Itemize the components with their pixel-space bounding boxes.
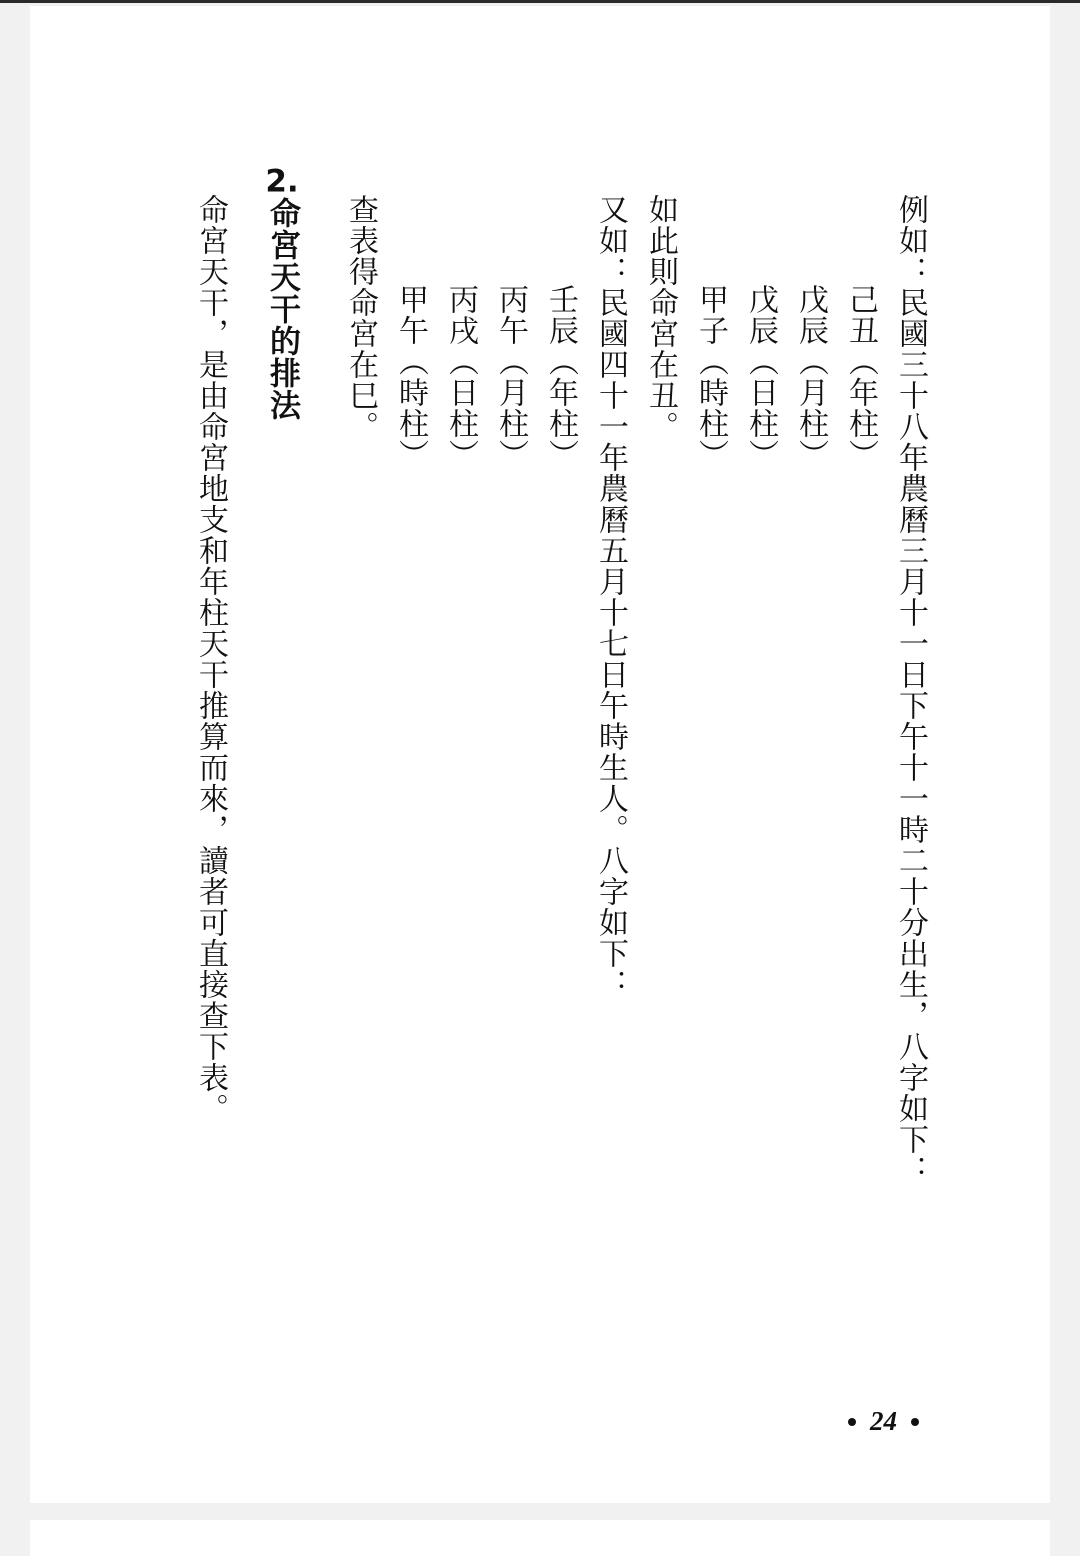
text-line-example-intro: 又如：民國四十一年農曆五月十七日午時生人。八字如下： [593,194,628,1000]
pillar-line: 甲午（時柱） [393,284,428,470]
bullet-icon [848,1418,856,1426]
pillar-line: 戊辰（月柱） [793,284,828,470]
pillar-line: 甲子（時柱） [693,284,728,470]
pillar-line: 丙午（月柱） [493,284,528,470]
pillar-line: 丙戌（日柱） [443,284,478,470]
top-border [0,0,1080,3]
text-line-example-intro: 例如：民國三十八年農曆三月十一日下午十一時二十分出生，八字如下： [893,194,928,1186]
text-line-conclusion: 如此則命宮在丑。 [643,194,678,442]
section-number: 2. [265,166,299,197]
page-number-text: 24 [870,1406,897,1436]
book-page [30,6,1050,1503]
next-page-edge [30,1520,1050,1556]
pillar-line: 己丑（年柱） [843,284,878,470]
bullet-icon [911,1418,919,1426]
text-line-conclusion: 查表得命宮在巳。 [343,194,378,442]
page-number [848,1406,919,1437]
section-heading [262,166,302,421]
text-line-body: 命宮天干，是由命宮地支和年柱天干推算而來，讀者可直接查下表。 [193,194,228,1124]
pillar-line: 戊辰（日柱） [743,284,778,470]
section-title: 命宮天干的排法 [264,197,300,421]
pillar-line: 壬辰（年柱） [543,284,578,470]
